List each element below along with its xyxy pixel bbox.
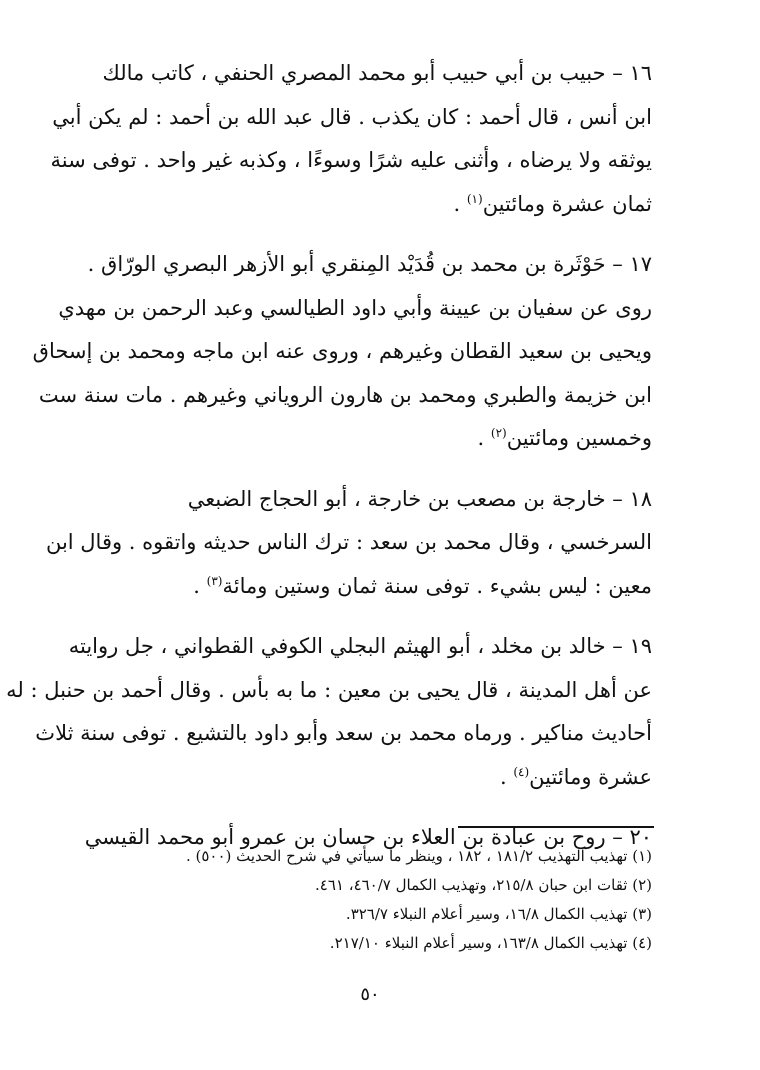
text-fragment: وخمسين ومائتين [506, 426, 652, 450]
end-mark: . [499, 764, 507, 789]
footnote-3: (٣) تهذيب الكمال ١٦/٨، وسير أعلام النبلاء ٣٢٦/٧. [345, 905, 652, 923]
footnote-2: (٢) ثقات ابن حبان ٢١٥/٨، وتهذيب الكمال ٤٦٠/٧، ٤٦١. [315, 876, 652, 894]
page-number: ٥٠ [360, 984, 380, 1005]
text-line: ١٨ – خارجة بن مصعب بن خارجة ، أبو الحجاج الضبعي [187, 486, 652, 511]
text-line [92, 417, 652, 461]
text-line: ١٩ – خالد بن مخلد ، أبو الهيثم البجلي الكوفي القطواني ، جل روايته [68, 634, 652, 658]
entry-17 [32, 243, 652, 461]
entry-18 [45, 478, 652, 609]
text-line: أحاديث مناكير . ورماه محمد بن سعد وأبو داود بالتشيع . توفى سنة ثلاث [35, 721, 652, 745]
text-fragment: معين : ليس بشيء . توفى سنة ثمان وستين ومائة [222, 573, 652, 598]
text-line: السرخسي ، وقال محمد بن سعد : ترك الناس حديثه واتقوه . وقال ابن [45, 530, 652, 554]
text-line: يوثقه ولا يرضاه ، وأثنى عليه شرًا وسوءًا ، وكذبه غير واحد . توفى سنة [50, 148, 652, 172]
entry-19 [6, 625, 652, 799]
text-line [92, 183, 652, 227]
text-line: ٢٠ – روح بن عبادة بن العلاء بن حسان بن عمرو أبو محمد القيسي [84, 825, 652, 849]
footnote-separator [458, 826, 654, 828]
text-line [92, 756, 652, 800]
text-line: ١٧ – حَوْثَرة بن محمد بن قُدَيْد المِنقري أبو الأزهر البصري الورّاق . [87, 252, 652, 276]
text-line: روى عن سفيان بن عيينة وأبي داود الطيالسي وعبد الرحمن بن مهدي [58, 295, 652, 320]
text-line: ويحيى بن سعيد القطان وغيرهم ، وروى عنه ابن ماجه ومحمد بن إسحاق [32, 339, 652, 363]
footnote-ref[interactable]: (٤) [513, 764, 530, 779]
text-line: ابن أنس ، قال أحمد : كان يكذب . قال عبد الله بن أحمد : لم يكن أبي [52, 104, 652, 129]
text-fragment: ثمان عشرة ومائتين [482, 191, 652, 216]
text-line: ابن خزيمة والطبري ومحمد بن هارون الروياني وغيرهم . مات سنة ست [38, 382, 652, 407]
footnotes [185, 842, 652, 958]
text-line [92, 565, 652, 609]
footnote-ref[interactable]: (٣) [206, 573, 223, 588]
footnote-1: (١) تهذيب التهذيب ١٨١/٢ ، ١٨٢ ، وينظر ما سيأتي في شرح الحديث (٥٠٠) . [185, 847, 652, 865]
footnote-4: (٤) تهذيب الكمال ١٦٣/٨، وسير أعلام النبلاء ٢١٧/١٠. [329, 934, 652, 952]
end-mark: . [477, 426, 485, 450]
text-line: ١٦ – حبيب بن أبي حبيب أبو محمد المصري الحنفي ، كاتب مالك [102, 61, 652, 85]
end-mark: . [453, 191, 461, 216]
main-text [6, 52, 652, 877]
footnote-ref[interactable]: (١) [466, 191, 483, 206]
text-fragment: عشرة ومائتين [529, 764, 652, 789]
text-line: عن أهل المدينة ، قال يحيى بن معين : ما به بأس . وقال أحمد بن حنبل : له [6, 677, 652, 702]
footnote-ref[interactable]: (٢) [490, 426, 507, 440]
end-mark: . [193, 573, 200, 598]
entry-16 [50, 52, 652, 226]
